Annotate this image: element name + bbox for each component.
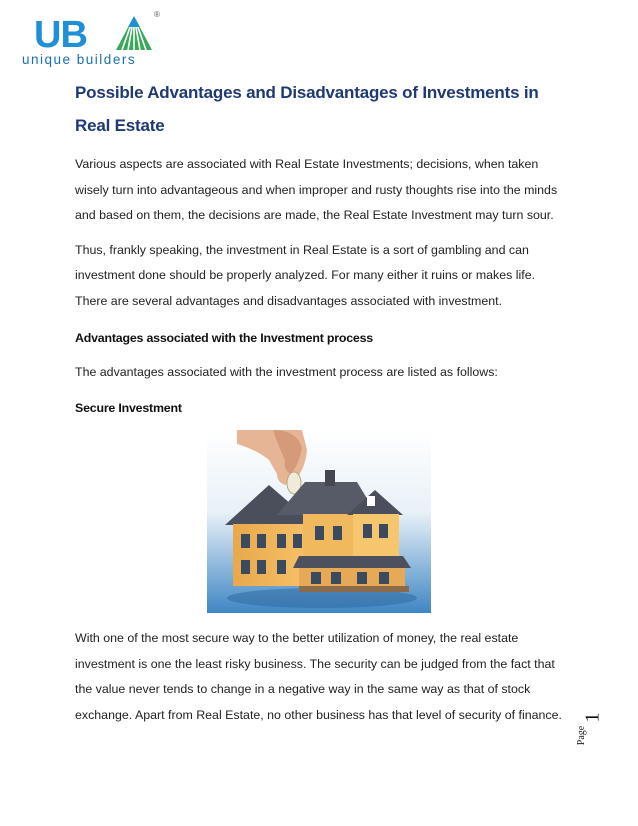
logo-tagline: unique builders	[22, 52, 137, 67]
pyramid-icon	[114, 14, 154, 52]
paragraph-gambling: Thus, frankly speaking, the investment in Real Estate is a sort of gambling and can investment done should be properly analyzed. For many either it ruins or makes life. There are several advantages and disadvantages associated with investment.	[75, 242, 536, 308]
paragraph-advantages-intro: The advantages associated with the investment process are listed as follows:	[75, 365, 498, 379]
heading-advantages: Advantages associated with the Investment process	[75, 331, 373, 345]
paragraph-secure: With one of the most secure way to the better utilization of money, the real estate investment is one the least risky business. The security can be judged from the fact that the value never tends to change in a negative way in the same way as that of stock exchange. Apart from Real Estate, no other business has that level of security of finance.	[75, 631, 562, 722]
page-title: Possible Advantages and Disadvantages of Investments in Real Estate	[75, 83, 539, 135]
page-label: Page	[576, 725, 588, 746]
page-number-value: 1	[581, 712, 604, 723]
paragraph-intro: Various aspects are associated with Real Estate Investments; decisions, when taken wisely turn into advantageous and when improper and rusty thoughts rise into the minds and based on them, the decisions are made, the Real Estate Investment may turn sour.	[75, 157, 558, 222]
document-body	[75, 76, 565, 421]
company-logo	[22, 10, 172, 68]
registered-mark: ®	[154, 10, 160, 19]
logo-mark: UB	[34, 14, 87, 56]
house-coin-photo	[207, 430, 431, 613]
page-number	[578, 708, 618, 748]
heading-secure-investment: Secure Investment	[75, 400, 182, 415]
